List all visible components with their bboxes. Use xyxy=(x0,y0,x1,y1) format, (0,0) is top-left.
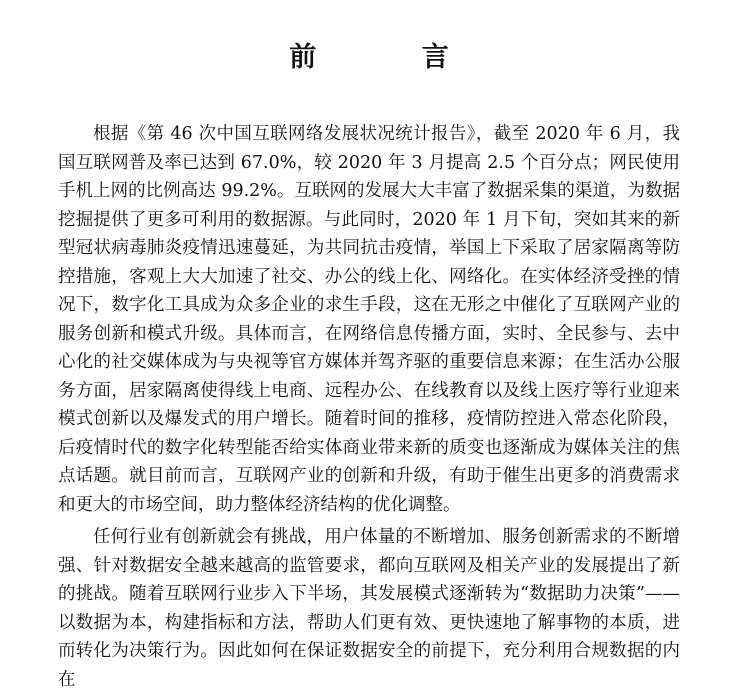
paragraph-2: 任何行业有创新就会有挑战，用户体量的不断增加、服务创新需求的不断增强、针对数据安全越来越高的监管要求，都向互联网及相关产业的发展提出了新的挑战。随着互联网行业步入下半场，其发展模式逐渐转为“数据助力决策”——以数据为本，构建指标和方法，帮助人们更有效、更快速地了解事物的本质，进而转化为决策行为。因此如何在保证数据安全的前提下，充分利用合规数据的内在 xyxy=(58,527,680,690)
paragraph-1: 根据《第 46 次中国互联网络发展状况统计报告》，截至 2020 年 6 月，我国互联网普及率已达到 67.0%，较 2020 年 3 月提高 2.5 个百分点；网民使用手机上网的比例高达 99.2%。互联网的发展大大丰富了数据采集的渠道，为数据挖掘提供了更多可利用的数据源。与此同时，2020 年 1 月下旬，突如其来的新型冠状病毒肺炎疫情迅速蔓延，为共同抗击疫情，举国上下采取了居家隔离等防控措施，客观上大大加速了社交、办公的线上化、网络化。在实体经济受挫的情况下，数字化工具成为众多企业的求生手段，这在无形之中催化了互联网产业的服务创新和模式升级。具体而言，在网络信息传播方面，实时、全民参与、去中心化的社交媒体成为与央视等官方媒体并驾齐驱的重要信息来源；在生活办公服务方面，居家隔离使得线上电商、远程办公、在线教育以及线上医疗等行业迎来模式创新以及爆发式的用户增长。随着时间的推移，疫情防控进入常态化阶段，后疫情时代的数字化转型能否给实体商业带来新的质变也逐渐成为媒体关注的焦点话题。就目前而言，互联网产业的创新和升级，有助于催生出更多的消费需求和更大的市场空间，助力整体经济结构的优化调整。 xyxy=(58,124,680,515)
page-title: 前 言 xyxy=(289,42,497,73)
